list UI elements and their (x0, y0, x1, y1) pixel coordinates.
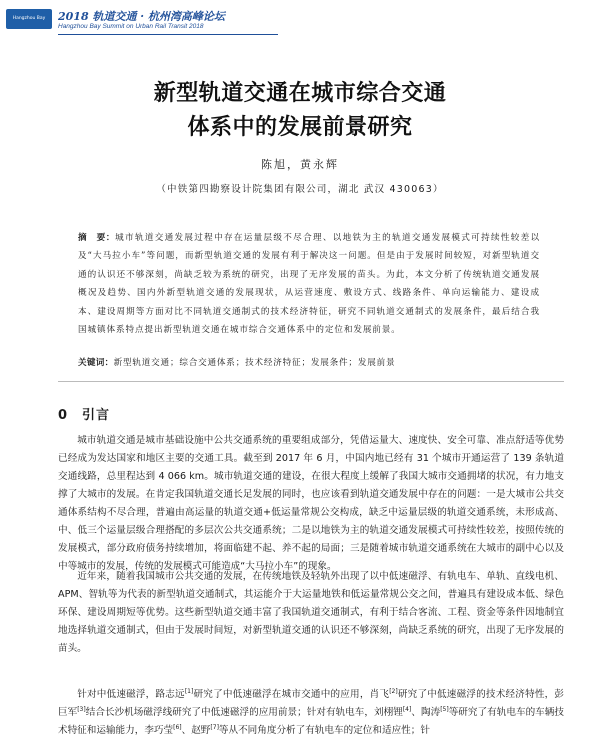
p3-text-e: 、陶涛 (411, 707, 441, 718)
p3-text-b: 研究了中低速磁浮在城市交通中的应用，肖飞 (193, 689, 390, 700)
p3-text-g: 、赵野 (181, 725, 211, 736)
citation-ref-5: [5] (440, 705, 449, 713)
conference-header (6, 8, 306, 42)
abstract-label: 摘 要： (78, 233, 116, 243)
abstract-text: 城市轨道交通发展过程中存在运量层级不尽合理、以地铁为主的轨道交通发展模式可持续性较差以及“大马拉小车”等问题，而新型轨道交通的发展有利于解决这一问题。但是由于发展时间较短，对新型轨道交通的认识还不够深刻，尚缺乏较为系统的研究，出现了无序发展的苗头。为此，本文分析了传统轨道交通发展概况及趋势、国内外新型轨道交通的发展现状，从运营速度、敷设方式、线路条件、单向运输能力、建设成本、建设周期等方面对比不同轨道交通制式的技术经济特征，研究不同轨道交通制式的发展条件，最后结合我国城镇体系特点提出新型轨道交通在城市综合交通体系中的定位和发展前景。 (78, 233, 541, 336)
header-divider (58, 34, 278, 35)
paper-authors: 陈旭，黄永辉 (261, 158, 339, 171)
keywords-block (78, 356, 540, 368)
p3-text-c: 研究了中低速磁浮的技术经济特性，彭巨军 (58, 689, 565, 718)
paper-affiliation: （中铁第四勘察设计院集团有限公司，湖北 武汉 430063） (156, 184, 444, 195)
abstract-block (78, 229, 540, 339)
conference-subtitle: Hangzhou Bay Summit on Urban Rail Transit 2018 (58, 23, 204, 30)
p3-text-a: 针对中低速磁浮，路志远 (77, 689, 185, 700)
citation-ref-4: [4] (402, 705, 412, 713)
citation-ref-1: [1] (184, 687, 194, 695)
abstract-divider (58, 381, 564, 382)
keywords-text: 新型轨道交通；综合交通体系；技术经济特征；发展条件；发展前景 (113, 358, 396, 368)
p3-text-d: 结合长沙机场磁浮线研究了中低速磁浮的应用前景；针对有轨电车，刘栩锂 (85, 707, 403, 718)
citation-ref-7: [7] (210, 723, 219, 731)
conference-title: 2018 轨道交通 · 杭州湾高峰论坛 (58, 10, 225, 23)
citation-ref-2: [2] (389, 687, 398, 695)
keywords-label: 关键词： (78, 358, 114, 368)
section-heading-introduction: 0 引言 (58, 408, 111, 423)
p3-text-f: 等研究了有轨电车的车辆技术特征和运输能力，李巧莹 (58, 707, 564, 736)
citation-ref-6: [6] (173, 723, 182, 731)
body-paragraph-1: 城市轨道交通是城市基础设施中公共交通系统的重要组成部分，凭借运量大、速度快、安全可靠、准点舒适等优势已经成为发达国家和地区主要的交通工具。截至到 2017 年 6 月，中国内地已经有 31 个城市开通运营了 139 条轨道交通线路，总里程达到 4 066 km。城市轨道交通的建设，在很大程度上缓解了我国大城市交通拥堵的状况，有力地支撑了大城市的发展。在肯定我国轨道交通长足发展的同时，也应该看到轨道交通发展中存在的问题：一是大城市公共交通体系结构不尽合理，普遍由高运量的轨道交通+低运量常规公交构成，缺乏中运量层级的轨道交通系统，未形成高、中、低三个运量层级合理搭配的多层次公共交通系统；二是以地铁为主的轨道交通发展模式可持续性较差，按照传统的发展模式，部分政府债务持续增加，将面临建不起、养不起的局面；三是随着城市轨道交通系统在大城市的副中心以及中等城市的发展，传统的发展模式可能造成“大马拉小车”的现象。 (58, 435, 564, 572)
citation-ref-3: [3] (77, 705, 86, 713)
body-paragraph-3 (58, 686, 564, 740)
conference-logo: Hangzhou Bay Summit (6, 9, 52, 29)
paper-title-line-2: 体系中的发展前景研究 (187, 115, 413, 140)
p3-text-h: 等从不同角度分析了有轨电车的定位和适应性；针 (218, 725, 430, 736)
paper-title-line-1: 新型轨道交通在城市综合交通 (153, 81, 447, 106)
body-paragraph-2: 近年来，随着我国城市公共交通的发展，在传统地铁及轻轨外出现了以中低速磁浮、有轨电车、单轨、直线电机、APM、智轨等为代表的新型轨道交通制式，其运能介于大运量地铁和低运量常规公交之间，普遍具有建设成本低、绿色环保、建设周期短等优势。这些新型轨道交通丰富了我国轨道交通制式，有利于结合客流、工程、资金等条件因地制宜地选择轨道交通制式，但由于发展时间短，对新型轨道交通的认识还不够深刻，尚缺乏系统的研究，出现了无序发展的苗头。 (58, 571, 564, 654)
